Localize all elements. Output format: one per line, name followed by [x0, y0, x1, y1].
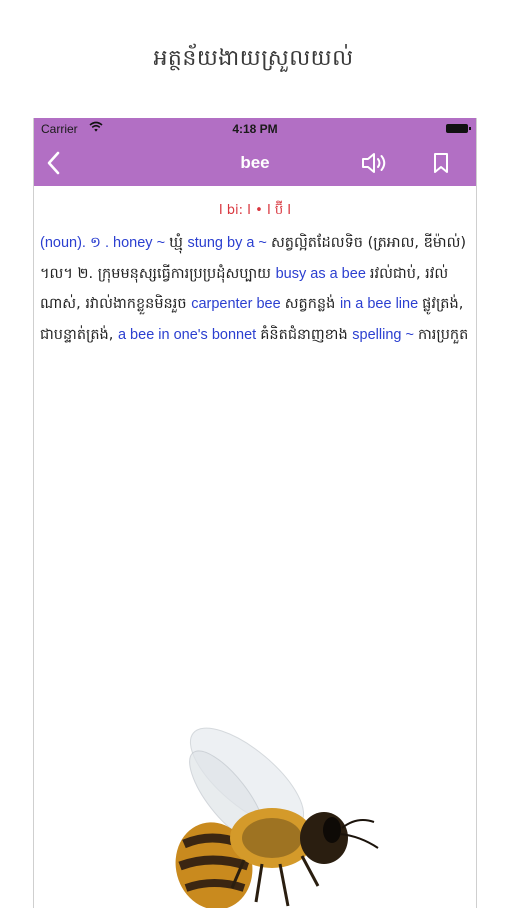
khmer-gloss: សត្វល្អិតដែលទិច (ត្រអាល, ឌីម៉ាល់) ។ល។ ២. ក្រុមមនុស្សធ្វើការប្រប្រដុំសប្បាយ	[40, 235, 467, 282]
definition-text	[40, 228, 472, 350]
khmer-gloss: ឃ្មុំ	[169, 235, 188, 251]
navigation-bar	[34, 140, 476, 186]
khmer-gloss: រវល់ជាប់, រវល់ណាស់, រវាល់ងាកខ្លួនមិនរួច	[40, 265, 449, 312]
khmer-gloss: ផ្លូវត្រង់, ជាបន្ទាត់ត្រង់,	[40, 296, 464, 343]
english-phrase: stung by a ~	[187, 235, 271, 251]
khmer-gloss: សត្វកន្លង់	[284, 296, 340, 312]
entry-content	[34, 186, 476, 906]
english-phrase: spelling ~	[352, 326, 418, 343]
khmer-gloss: ការប្រកួត	[417, 326, 469, 343]
carrier-label: Carrier	[41, 122, 78, 136]
english-phrase: in a bee line	[339, 296, 423, 312]
english-phrase: carpenter bee	[191, 296, 285, 312]
english-phrase: (noun). ១ . honey ~	[40, 235, 170, 251]
status-time: 4:18 PM	[232, 122, 278, 136]
bookmark-icon[interactable]	[432, 150, 450, 176]
battery-icon	[446, 124, 468, 133]
bee-illustration	[152, 716, 392, 908]
status-bar	[34, 118, 476, 140]
phone-screen	[33, 118, 477, 908]
khmer-gloss: គំនិតជំនាញខាង	[260, 326, 353, 343]
marketing-caption: អត្ថន័យងាយស្រួលយល់	[153, 46, 354, 71]
page-title: bee	[240, 153, 270, 172]
english-phrase: busy as a bee	[275, 265, 370, 282]
english-phrase: a bee in one's bonnet	[117, 326, 261, 343]
speaker-icon[interactable]	[360, 150, 388, 176]
pronunciation: I bi: I • I ប៊ី I	[218, 203, 292, 218]
